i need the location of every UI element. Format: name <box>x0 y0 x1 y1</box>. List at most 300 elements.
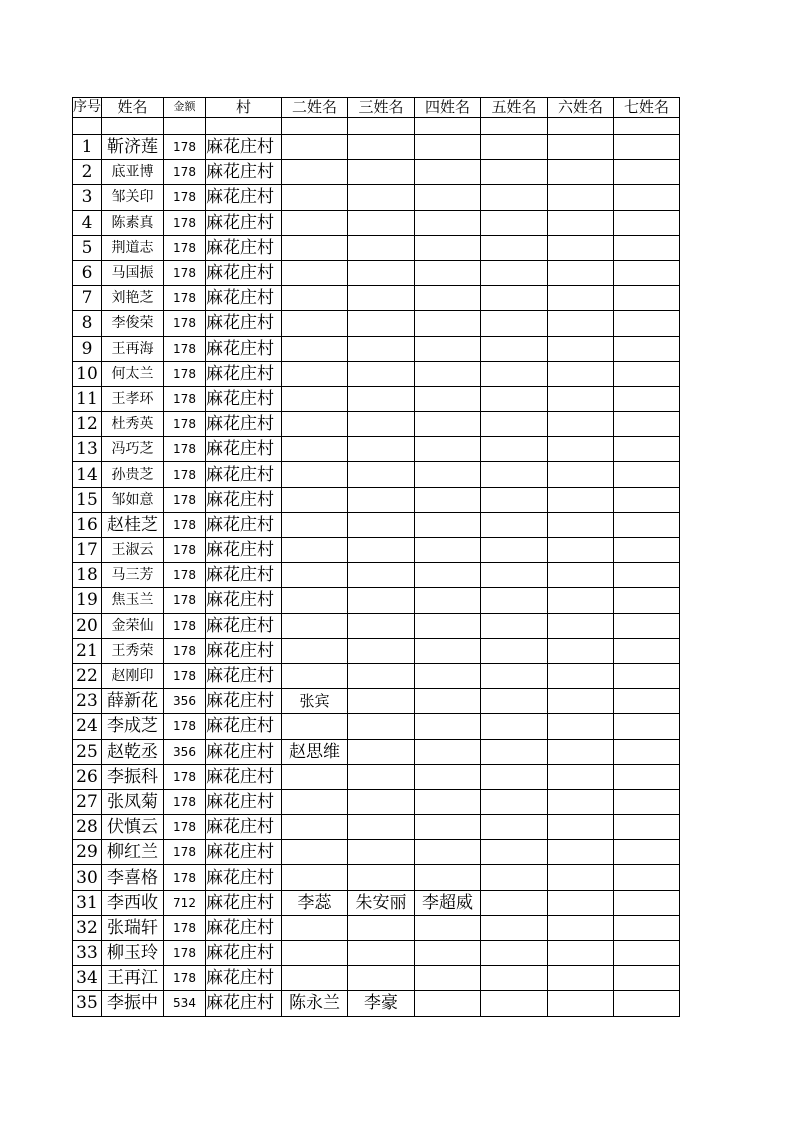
table-row <box>73 185 680 210</box>
header-name6: 六姓名 <box>548 98 614 118</box>
extra-name-cell <box>548 865 614 890</box>
table-row <box>73 336 680 361</box>
extra-name-cell <box>481 840 548 865</box>
header-row <box>73 98 680 118</box>
name-cell: 李成芝 <box>102 714 164 739</box>
extra-name-cell <box>481 714 548 739</box>
seq-cell: 23 <box>73 689 102 714</box>
extra-name-cell <box>282 865 348 890</box>
table-row <box>73 941 680 966</box>
extra-name-cell <box>282 538 348 563</box>
extra-name-cell <box>415 966 481 991</box>
seq-cell: 11 <box>73 386 102 411</box>
extra-name-cell <box>348 588 415 613</box>
amount-cell: 712 <box>164 890 206 915</box>
amount-cell: 178 <box>164 815 206 840</box>
seq-cell: 8 <box>73 311 102 336</box>
extra-name-cell <box>348 815 415 840</box>
extra-name-cell <box>348 487 415 512</box>
extra-name-cell <box>548 160 614 185</box>
extra-name-cell <box>614 185 680 210</box>
header-amount: 金额 <box>164 98 206 118</box>
name-cell: 王孝环 <box>102 386 164 411</box>
table-row <box>73 512 680 537</box>
extra-name-cell: 赵思维 <box>282 739 348 764</box>
extra-name-cell <box>348 941 415 966</box>
extra-name-cell <box>614 563 680 588</box>
header-seq: 序号 <box>73 99 101 116</box>
seq-cell: 13 <box>73 437 102 462</box>
amount-cell: 178 <box>164 437 206 462</box>
extra-name-cell <box>481 160 548 185</box>
table-row <box>73 840 680 865</box>
village-cell: 麻花庄村 <box>206 815 282 840</box>
extra-name-cell <box>614 991 680 1016</box>
extra-name-cell <box>548 966 614 991</box>
extra-name-cell <box>614 588 680 613</box>
extra-name-cell <box>548 487 614 512</box>
extra-name-cell <box>481 689 548 714</box>
name-cell: 金荣仙 <box>102 613 164 638</box>
extra-name-cell <box>548 689 614 714</box>
seq-cell: 29 <box>73 840 102 865</box>
table-row <box>73 991 680 1016</box>
seq-cell: 33 <box>73 941 102 966</box>
extra-name-cell <box>481 210 548 235</box>
extra-name-cell <box>481 663 548 688</box>
table-row <box>73 412 680 437</box>
name-cell: 李俊荣 <box>102 311 164 336</box>
table-row <box>73 386 680 411</box>
village-cell: 麻花庄村 <box>206 789 282 814</box>
extra-name-cell <box>282 966 348 991</box>
table-row <box>73 638 680 663</box>
extra-name-cell <box>415 412 481 437</box>
extra-name-cell <box>282 286 348 311</box>
table-row <box>73 714 680 739</box>
amount-cell: 178 <box>164 386 206 411</box>
table-row <box>73 739 680 764</box>
name-cell: 柳玉玲 <box>102 941 164 966</box>
extra-name-cell <box>348 512 415 537</box>
name-cell: 李振中 <box>102 991 164 1016</box>
village-cell: 麻花庄村 <box>206 386 282 411</box>
amount-cell: 178 <box>164 789 206 814</box>
extra-name-cell <box>548 260 614 285</box>
extra-name-cell <box>548 563 614 588</box>
extra-name-cell <box>614 865 680 890</box>
extra-name-cell <box>614 890 680 915</box>
extra-name-cell <box>282 563 348 588</box>
seq-cell: 24 <box>73 714 102 739</box>
extra-name-cell <box>548 663 614 688</box>
extra-name-cell <box>282 764 348 789</box>
extra-name-cell <box>282 336 348 361</box>
extra-name-cell <box>614 336 680 361</box>
blank-cell <box>206 117 282 135</box>
amount-cell: 178 <box>164 361 206 386</box>
extra-name-cell <box>282 260 348 285</box>
extra-name-cell <box>415 336 481 361</box>
seq-cell: 6 <box>73 260 102 285</box>
extra-name-cell <box>415 588 481 613</box>
table-row <box>73 361 680 386</box>
blank-cell <box>73 117 102 135</box>
extra-name-cell <box>481 386 548 411</box>
village-cell: 麻花庄村 <box>206 160 282 185</box>
village-cell: 麻花庄村 <box>206 336 282 361</box>
table-row <box>73 235 680 260</box>
extra-name-cell <box>548 789 614 814</box>
extra-name-cell <box>614 512 680 537</box>
amount-cell: 178 <box>164 588 206 613</box>
extra-name-cell <box>348 412 415 437</box>
roster-table <box>72 97 680 1017</box>
extra-name-cell <box>548 714 614 739</box>
extra-name-cell <box>548 336 614 361</box>
extra-name-cell <box>415 487 481 512</box>
extra-name-cell <box>348 462 415 487</box>
extra-name-cell <box>415 815 481 840</box>
extra-name-cell <box>481 260 548 285</box>
amount-cell: 178 <box>164 538 206 563</box>
name-cell: 李西收 <box>102 890 164 915</box>
extra-name-cell <box>415 865 481 890</box>
extra-name-cell <box>415 714 481 739</box>
blank-cell <box>164 117 206 135</box>
extra-name-cell <box>415 764 481 789</box>
village-cell: 麻花庄村 <box>206 739 282 764</box>
seq-cell: 28 <box>73 815 102 840</box>
village-cell: 麻花庄村 <box>206 210 282 235</box>
extra-name-cell <box>481 336 548 361</box>
village-cell: 麻花庄村 <box>206 991 282 1016</box>
extra-name-cell <box>348 689 415 714</box>
extra-name-cell <box>282 135 348 160</box>
extra-name-cell <box>348 210 415 235</box>
extra-name-cell <box>282 160 348 185</box>
table-row <box>73 764 680 789</box>
extra-name-cell <box>415 663 481 688</box>
extra-name-cell <box>548 361 614 386</box>
name-cell: 冯巧芝 <box>102 437 164 462</box>
table-row <box>73 915 680 940</box>
extra-name-cell: 朱安丽 <box>348 890 415 915</box>
extra-name-cell <box>348 336 415 361</box>
name-cell: 王再海 <box>102 336 164 361</box>
seq-cell: 18 <box>73 563 102 588</box>
table-row <box>73 135 680 160</box>
extra-name-cell <box>614 538 680 563</box>
extra-name-cell <box>282 714 348 739</box>
extra-name-cell <box>614 663 680 688</box>
extra-name-cell <box>481 890 548 915</box>
blank-row <box>73 117 680 135</box>
header-village: 村 <box>206 98 282 118</box>
extra-name-cell <box>348 966 415 991</box>
name-cell: 张瑞轩 <box>102 915 164 940</box>
extra-name-cell <box>614 789 680 814</box>
extra-name-cell <box>614 361 680 386</box>
extra-name-cell <box>614 311 680 336</box>
extra-name-cell <box>348 361 415 386</box>
extra-name-cell <box>481 588 548 613</box>
name-cell: 底亚博 <box>102 160 164 185</box>
table-row <box>73 613 680 638</box>
table-row <box>73 487 680 512</box>
village-cell: 麻花庄村 <box>206 613 282 638</box>
village-cell: 麻花庄村 <box>206 437 282 462</box>
extra-name-cell <box>282 915 348 940</box>
extra-name-cell <box>481 991 548 1016</box>
seq-cell: 27 <box>73 789 102 814</box>
extra-name-cell <box>282 663 348 688</box>
amount-cell: 178 <box>164 638 206 663</box>
extra-name-cell <box>415 789 481 814</box>
header-name3: 三姓名 <box>348 98 415 118</box>
extra-name-cell <box>481 412 548 437</box>
seq-cell: 34 <box>73 966 102 991</box>
extra-name-cell <box>481 789 548 814</box>
village-cell: 麻花庄村 <box>206 361 282 386</box>
table-row <box>73 890 680 915</box>
seq-cell: 19 <box>73 588 102 613</box>
extra-name-cell <box>548 588 614 613</box>
extra-name-cell <box>481 865 548 890</box>
extra-name-cell <box>348 663 415 688</box>
amount-cell: 356 <box>164 689 206 714</box>
extra-name-cell <box>548 739 614 764</box>
extra-name-cell <box>548 135 614 160</box>
extra-name-cell <box>481 437 548 462</box>
seq-cell: 10 <box>73 361 102 386</box>
extra-name-cell <box>348 613 415 638</box>
extra-name-cell <box>282 311 348 336</box>
table-row <box>73 160 680 185</box>
table-row <box>73 538 680 563</box>
table-row <box>73 689 680 714</box>
extra-name-cell <box>282 487 348 512</box>
extra-name-cell <box>614 613 680 638</box>
extra-name-cell <box>348 915 415 940</box>
name-cell: 孙贵芝 <box>102 462 164 487</box>
table-row <box>73 663 680 688</box>
amount-cell: 178 <box>164 311 206 336</box>
amount-cell: 178 <box>164 840 206 865</box>
seq-cell: 25 <box>73 739 102 764</box>
amount-cell: 178 <box>164 512 206 537</box>
extra-name-cell <box>415 135 481 160</box>
extra-name-cell <box>348 538 415 563</box>
extra-name-cell <box>348 311 415 336</box>
seq-cell: 22 <box>73 663 102 688</box>
amount-cell: 178 <box>164 663 206 688</box>
village-cell: 麻花庄村 <box>206 135 282 160</box>
seq-cell: 2 <box>73 160 102 185</box>
extra-name-cell <box>348 185 415 210</box>
seq-cell: 4 <box>73 210 102 235</box>
name-cell: 伏慎云 <box>102 815 164 840</box>
seq-cell: 9 <box>73 336 102 361</box>
extra-name-cell <box>548 386 614 411</box>
name-cell: 马国振 <box>102 260 164 285</box>
amount-cell: 178 <box>164 135 206 160</box>
extra-name-cell <box>548 538 614 563</box>
amount-cell: 178 <box>164 412 206 437</box>
extra-name-cell: 李豪 <box>348 991 415 1016</box>
village-cell: 麻花庄村 <box>206 941 282 966</box>
header-name2: 二姓名 <box>282 98 348 118</box>
extra-name-cell <box>415 160 481 185</box>
table-row <box>73 563 680 588</box>
extra-name-cell <box>282 361 348 386</box>
extra-name-cell <box>481 563 548 588</box>
name-cell: 王秀荣 <box>102 638 164 663</box>
extra-name-cell <box>548 462 614 487</box>
table-row <box>73 789 680 814</box>
extra-name-cell <box>548 311 614 336</box>
extra-name-cell <box>415 260 481 285</box>
extra-name-cell <box>548 235 614 260</box>
extra-name-cell <box>415 185 481 210</box>
amount-cell: 178 <box>164 966 206 991</box>
extra-name-cell <box>282 840 348 865</box>
extra-name-cell <box>282 462 348 487</box>
extra-name-cell <box>415 386 481 411</box>
name-cell: 薛新花 <box>102 689 164 714</box>
extra-name-cell <box>481 764 548 789</box>
extra-name-cell <box>348 638 415 663</box>
extra-name-cell <box>614 210 680 235</box>
amount-cell: 178 <box>164 185 206 210</box>
blank-cell <box>614 117 680 135</box>
extra-name-cell <box>481 311 548 336</box>
extra-name-cell <box>614 260 680 285</box>
name-cell: 荆道志 <box>102 235 164 260</box>
village-cell: 麻花庄村 <box>206 714 282 739</box>
extra-name-cell <box>282 185 348 210</box>
extra-name-cell <box>415 538 481 563</box>
name-cell: 焦玉兰 <box>102 588 164 613</box>
table-row <box>73 311 680 336</box>
village-cell: 麻花庄村 <box>206 865 282 890</box>
name-cell: 赵刚印 <box>102 663 164 688</box>
extra-name-cell <box>348 865 415 890</box>
name-cell: 何太兰 <box>102 361 164 386</box>
name-cell: 陈素真 <box>102 210 164 235</box>
extra-name-cell <box>282 613 348 638</box>
seq-cell: 32 <box>73 915 102 940</box>
extra-name-cell: 张宾 <box>282 689 348 714</box>
name-cell: 靳济莲 <box>102 135 164 160</box>
extra-name-cell <box>415 462 481 487</box>
extra-name-cell <box>282 638 348 663</box>
extra-name-cell <box>415 915 481 940</box>
village-cell: 麻花庄村 <box>206 689 282 714</box>
extra-name-cell <box>282 437 348 462</box>
village-cell: 麻花庄村 <box>206 588 282 613</box>
blank-cell <box>548 117 614 135</box>
extra-name-cell <box>481 135 548 160</box>
extra-name-cell <box>415 840 481 865</box>
extra-name-cell <box>614 714 680 739</box>
table-row <box>73 815 680 840</box>
amount-cell: 178 <box>164 714 206 739</box>
extra-name-cell <box>614 386 680 411</box>
extra-name-cell <box>282 588 348 613</box>
village-cell: 麻花庄村 <box>206 915 282 940</box>
seq-cell: 5 <box>73 235 102 260</box>
extra-name-cell <box>481 966 548 991</box>
extra-name-cell <box>614 412 680 437</box>
village-cell: 麻花庄村 <box>206 890 282 915</box>
extra-name-cell <box>548 210 614 235</box>
extra-name-cell <box>614 638 680 663</box>
extra-name-cell <box>348 789 415 814</box>
table-row <box>73 865 680 890</box>
blank-cell <box>282 117 348 135</box>
seq-cell: 30 <box>73 865 102 890</box>
table-row <box>73 260 680 285</box>
extra-name-cell <box>415 361 481 386</box>
village-cell: 麻花庄村 <box>206 286 282 311</box>
extra-name-cell <box>481 462 548 487</box>
amount-cell: 178 <box>164 487 206 512</box>
extra-name-cell <box>481 941 548 966</box>
seq-cell: 26 <box>73 764 102 789</box>
extra-name-cell <box>415 210 481 235</box>
village-cell: 麻花庄村 <box>206 663 282 688</box>
amount-cell: 178 <box>164 613 206 638</box>
village-cell: 麻花庄村 <box>206 638 282 663</box>
extra-name-cell <box>348 563 415 588</box>
extra-name-cell <box>481 613 548 638</box>
name-cell: 邹关印 <box>102 185 164 210</box>
extra-name-cell <box>348 739 415 764</box>
extra-name-cell <box>548 890 614 915</box>
seq-cell: 1 <box>73 135 102 160</box>
extra-name-cell <box>548 613 614 638</box>
extra-name-cell <box>614 915 680 940</box>
amount-cell: 178 <box>164 336 206 361</box>
extra-name-cell <box>415 311 481 336</box>
extra-name-cell <box>548 286 614 311</box>
village-cell: 麻花庄村 <box>206 512 282 537</box>
header-name5: 五姓名 <box>481 98 548 118</box>
extra-name-cell: 李蕊 <box>282 890 348 915</box>
seq-cell: 14 <box>73 462 102 487</box>
extra-name-cell <box>548 412 614 437</box>
village-cell: 麻花庄村 <box>206 462 282 487</box>
extra-name-cell <box>415 991 481 1016</box>
blank-cell <box>481 117 548 135</box>
name-cell: 王淑云 <box>102 538 164 563</box>
extra-name-cell <box>548 185 614 210</box>
table-row <box>73 210 680 235</box>
table-body <box>73 135 680 1017</box>
blank-cell <box>102 117 164 135</box>
seq-cell: 3 <box>73 185 102 210</box>
amount-cell: 178 <box>164 160 206 185</box>
amount-cell: 178 <box>164 235 206 260</box>
table-row <box>73 437 680 462</box>
extra-name-cell <box>614 815 680 840</box>
seq-cell: 17 <box>73 538 102 563</box>
village-cell: 麻花庄村 <box>206 764 282 789</box>
extra-name-cell <box>481 361 548 386</box>
extra-name-cell <box>481 286 548 311</box>
extra-name-cell <box>348 764 415 789</box>
